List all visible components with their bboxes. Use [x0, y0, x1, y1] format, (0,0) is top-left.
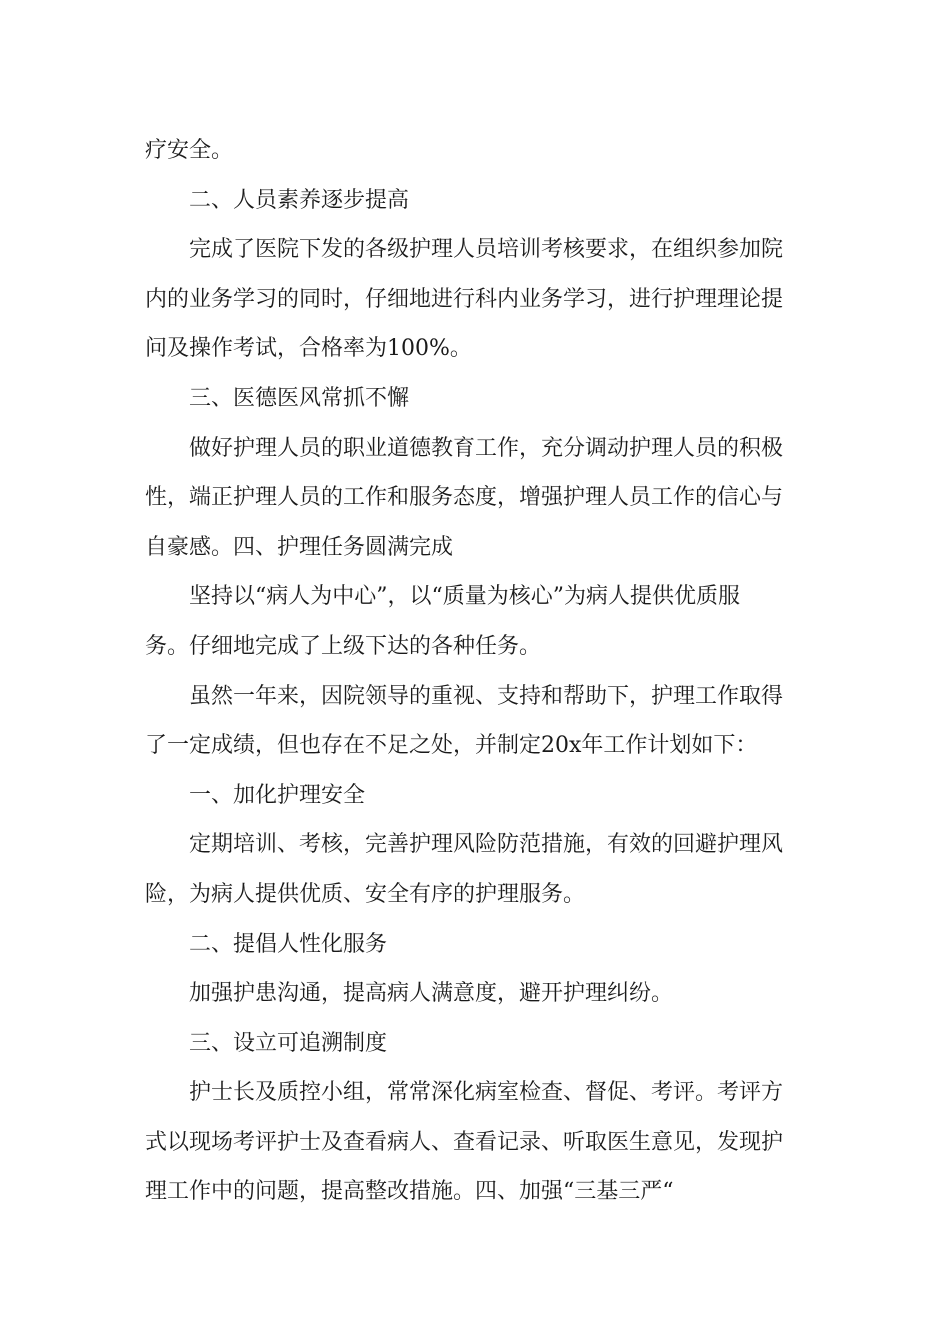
text-line: 理工作中的问题，提高整改措施。四、加强“三基三严“	[145, 1179, 674, 1205]
text-line: 定期培训、考核，完善护理风险防范措施，有效的回避护理风	[189, 832, 784, 858]
text-line: 疗安全。	[145, 138, 234, 163]
text-line: 三、设立可追溯制度	[189, 1030, 388, 1056]
text-line: 坚持以“病人为中心”，以“质量为核心”为病人提供优质服	[189, 584, 740, 610]
text-line: 问及操作考试，合格率为100%。	[145, 336, 472, 362]
text-line: 自豪感。四、护理任务圆满完成	[145, 534, 454, 560]
text-line: 二、提倡人性化服务	[189, 931, 388, 957]
text-line: 险，为病人提供优质、安全有序的护理服务。	[145, 881, 586, 907]
text-line: 完成了医院下发的各级护理人员培训考核要求，在组织参加院	[189, 237, 784, 263]
text-line: 式以现场考评护士及查看病人、查看记录、听取医生意见，发现护	[145, 1129, 784, 1155]
text-line: 二、人员素养逐步提高	[189, 187, 410, 213]
text-line: 一、加化护理安全	[189, 782, 366, 808]
text-line: 了一定成绩，但也存在不足之处，并制定20x年工作计划如下：	[145, 733, 758, 759]
text-line: 务。仔细地完成了上级下达的各种任务。	[145, 633, 542, 659]
text-line: 做好护理人员的职业道德教育工作，充分调动护理人员的积极	[189, 435, 784, 461]
text-line: 三、医德医风常抓不懈	[189, 385, 410, 411]
text-line: 虽然一年来，因院领导的重视、支持和帮助下，护理工作取得	[189, 683, 784, 709]
text-line: 加强护患沟通，提高病人满意度，避开护理纠纷。	[189, 981, 674, 1007]
text-line: 护士长及质控小组，常常深化病室检查、督促、考评。考评方	[189, 1080, 784, 1106]
document-body	[145, 126, 815, 1217]
text-line: 内的业务学习的同时，仔细地进行科内业务学习，进行护理理论提	[145, 286, 784, 312]
text-line: 性，端正护理人员的工作和服务态度，增强护理人员工作的信心与	[145, 485, 784, 511]
